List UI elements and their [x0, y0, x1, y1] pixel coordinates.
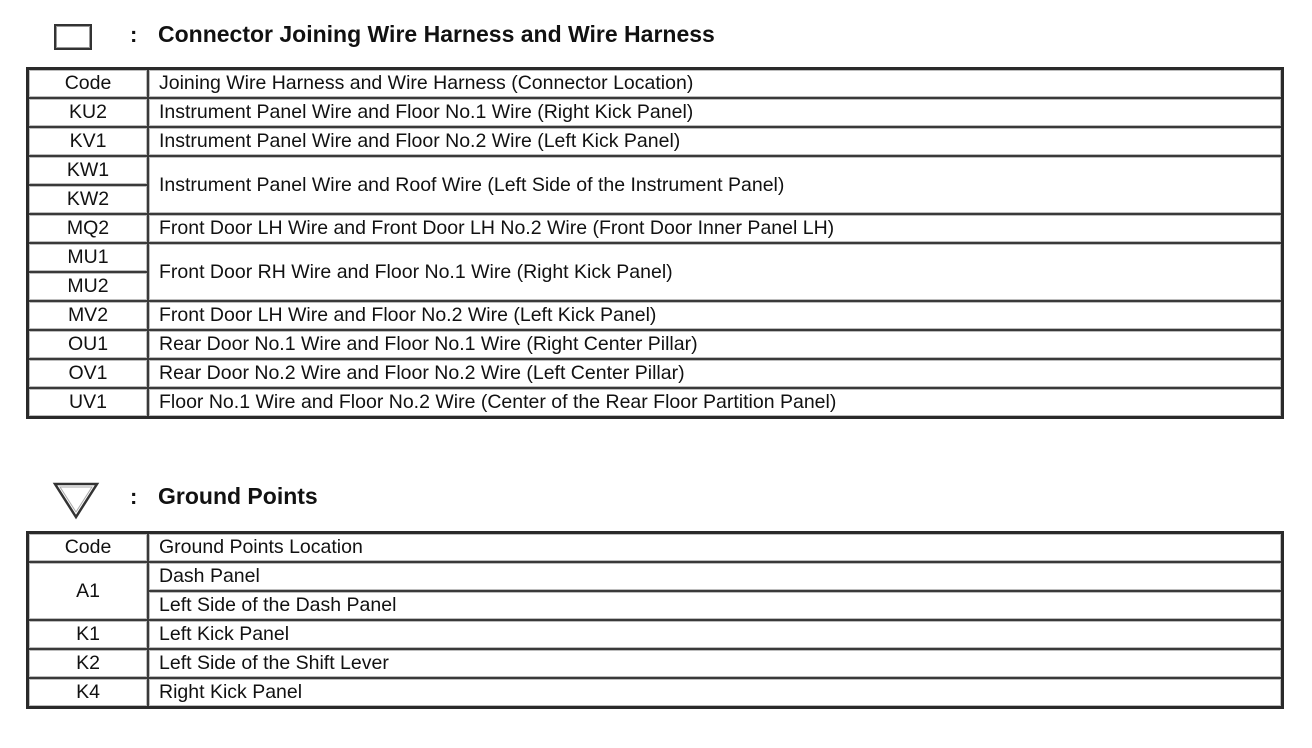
- code-cell: K4: [28, 678, 149, 708]
- location-cell: Front Door LH Wire and Front Door LH No.2 Wire (Front Door Inner Panel LH): [148, 214, 1283, 243]
- code-cell: OU1: [28, 330, 149, 359]
- table-row: [28, 98, 1283, 127]
- code-cell: KU2: [28, 98, 149, 127]
- ground-section-title: Ground Points: [158, 483, 318, 509]
- down-triangle-icon: [52, 480, 102, 520]
- location-cell: Left Side of the Shift Lever: [148, 649, 1283, 678]
- table-header-row: [28, 533, 1283, 563]
- rectangle-box-icon: [54, 24, 92, 50]
- table-row: [28, 127, 1283, 156]
- code-cell: MV2: [28, 301, 149, 330]
- code-cell: MU2: [28, 272, 149, 301]
- code-cell: K2: [28, 649, 149, 678]
- location-cell: Instrument Panel Wire and Floor No.1 Wire (Right Kick Panel): [148, 98, 1283, 127]
- location-column-header: Joining Wire Harness and Wire Harness (Connector Location): [148, 69, 1283, 99]
- location-cell: Rear Door No.2 Wire and Floor No.2 Wire (Left Center Pillar): [148, 359, 1283, 388]
- code-cell: K1: [28, 620, 149, 649]
- code-cell: KW1: [28, 156, 149, 185]
- location-cell: Floor No.1 Wire and Floor No.2 Wire (Center of the Rear Floor Partition Panel): [148, 388, 1283, 418]
- table-row: [28, 301, 1283, 330]
- code-cell: MQ2: [28, 214, 149, 243]
- code-column-header: Code: [28, 69, 149, 99]
- code-cell: UV1: [28, 388, 149, 418]
- table-row: [28, 243, 1283, 272]
- table-row: [28, 359, 1283, 388]
- location-cell: Right Kick Panel: [148, 678, 1283, 708]
- code-cell: OV1: [28, 359, 149, 388]
- table-row: [28, 649, 1283, 678]
- code-cell: A1: [28, 562, 149, 620]
- location-column-header: Ground Points Location: [148, 533, 1283, 563]
- heading-colon: :: [130, 22, 138, 47]
- code-column-header: Code: [28, 533, 149, 563]
- table-row: [28, 562, 1283, 591]
- connector-section-title: Connector Joining Wire Harness and Wire Harness: [158, 21, 715, 47]
- location-cell: Front Door LH Wire and Floor No.2 Wire (Left Kick Panel): [148, 301, 1283, 330]
- location-cell: Left Side of the Dash Panel: [148, 591, 1283, 620]
- table-row: [28, 330, 1283, 359]
- location-cell: Dash Panel: [148, 562, 1283, 591]
- connector-table: [26, 67, 1284, 419]
- table-row: [28, 214, 1283, 243]
- table-row: [28, 388, 1283, 418]
- code-cell: MU1: [28, 243, 149, 272]
- table-row: [28, 591, 1283, 620]
- location-cell: Left Kick Panel: [148, 620, 1283, 649]
- table-header-row: [28, 69, 1283, 99]
- code-cell: KW2: [28, 185, 149, 214]
- ground-points-table: [26, 531, 1284, 709]
- code-cell: KV1: [28, 127, 149, 156]
- table-row: [28, 156, 1283, 185]
- location-cell: Instrument Panel Wire and Roof Wire (Left Side of the Instrument Panel): [148, 156, 1283, 214]
- table-row: [28, 678, 1283, 708]
- location-cell: Instrument Panel Wire and Floor No.2 Wire (Left Kick Panel): [148, 127, 1283, 156]
- location-cell: Rear Door No.1 Wire and Floor No.1 Wire (Right Center Pillar): [148, 330, 1283, 359]
- location-cell: Front Door RH Wire and Floor No.1 Wire (Right Kick Panel): [148, 243, 1283, 301]
- table-row: [28, 620, 1283, 649]
- heading-colon: :: [130, 484, 138, 509]
